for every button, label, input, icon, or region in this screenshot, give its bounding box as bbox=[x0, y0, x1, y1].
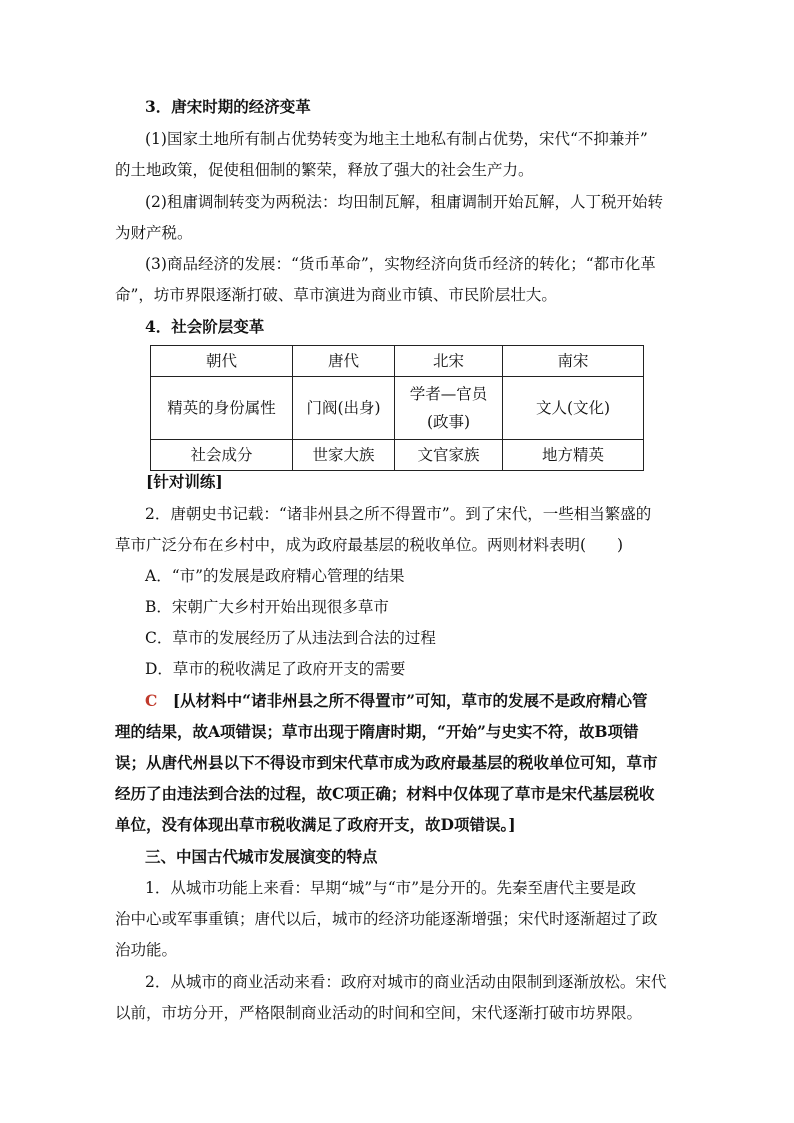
table-cell: 门阀(出身) bbox=[293, 377, 395, 440]
table-cell: 朝代 bbox=[151, 346, 293, 377]
answer-line2: 理的结果，故A项错误；草市出现于隋唐时期，“开始”与史实不符，故B项错 bbox=[115, 722, 639, 741]
answer-line4: 经历了由违法到合法的过程，故C项正确；材料中仅体现了草市是宋代基层税收 bbox=[115, 784, 655, 803]
table-cell: 北宋 bbox=[395, 346, 503, 377]
option-b: B．宋朝广大乡村开始出现很多草市 bbox=[145, 598, 389, 616]
training-label: [针对训练] bbox=[146, 472, 223, 491]
section3-p3-line1: (3)商品经济的发展：“货币革命”，实物经济向货币经济的转化；“都市化革 bbox=[145, 255, 656, 273]
table-cell: 文官家族 bbox=[395, 440, 503, 471]
table-cell bbox=[395, 377, 503, 440]
table-cell: 唐代 bbox=[293, 346, 395, 377]
table-cell-line2: (政事) bbox=[426, 413, 471, 431]
answer-line3: 误；从唐代州县以下不得设市到宋代草市成为政府最基层的税收单位可知，草市 bbox=[115, 753, 658, 772]
table-cell: 世家大族 bbox=[293, 440, 395, 471]
answer-text: [从材料中“诸非州县之所不得置市”可知，草市的发展不是政府精心管 bbox=[157, 691, 648, 710]
section3-p1-line1: (1)国家土地所有制占优势转变为地主土地私有制占优势，宋代“不抑兼并” bbox=[145, 130, 648, 148]
table-cell: 精英的身份属性 bbox=[151, 377, 293, 440]
section3-p2-line1: (2)租庸调制转变为两税法：均田制瓦解，租庸调制开始瓦解，人丁税开始转 bbox=[145, 193, 663, 211]
table-header-row bbox=[151, 346, 644, 377]
table-row bbox=[151, 377, 644, 440]
part3-p2-line1: 2．从城市的商业活动来看：政府对城市的商业活动由限制到逐渐放松。宋代 bbox=[145, 973, 667, 991]
part3-p2-line2: 以前，市坊分开，严格限制商业活动的时间和空间，宋代逐渐打破市坊界限。 bbox=[115, 1004, 643, 1022]
part3-p1-line3: 治功能。 bbox=[115, 941, 178, 959]
option-a: A．“市”的发展是政府精心管理的结果 bbox=[145, 567, 405, 585]
answer-letter: C bbox=[145, 691, 158, 710]
table-cell: 南宋 bbox=[503, 346, 644, 377]
section4-heading: 4．社会阶层变革 bbox=[145, 317, 265, 336]
section3-p3-line2: 命”，坊市界限逐渐打破、草市演进为商业市镇、市民阶层壮大。 bbox=[115, 286, 557, 304]
section3-p2-line2: 为财产税。 bbox=[115, 224, 193, 242]
part3-heading: 三、中国古代城市发展演变的特点 bbox=[145, 847, 378, 866]
table-row bbox=[151, 440, 644, 471]
social-class-table bbox=[150, 345, 644, 471]
option-c: C．草市的发展经历了从违法到合法的过程 bbox=[145, 629, 436, 647]
part3-p1-line1: 1．从城市功能上来看：早期“城”与“市”是分开的。先秦至唐代主要是政 bbox=[145, 879, 637, 897]
table-cell: 文人(文化) bbox=[503, 377, 644, 440]
answer-line1 bbox=[145, 691, 648, 711]
question-line2: 草市广泛分布在乡村中，成为政府最基层的税收单位。两则材料表明( ) bbox=[115, 536, 624, 554]
part3-p1-line2: 治中心或军事重镇；唐代以后，城市的经济功能逐渐增强；宋代时逐渐超过了政 bbox=[115, 910, 658, 928]
option-d: D．草市的税收满足了政府开支的需要 bbox=[145, 660, 406, 678]
table-cell: 地方精英 bbox=[503, 440, 644, 471]
question-line1: 2．唐朝史书记载：“诸非州县之所不得置市”。到了宋代，一些相当繁盛的 bbox=[145, 505, 652, 523]
table-cell-line1: 学者—官员 bbox=[409, 385, 488, 403]
table-cell: 社会成分 bbox=[151, 440, 293, 471]
section3-heading: 3．唐宋时期的经济变革 bbox=[145, 97, 311, 116]
answer-line5: 单位，没有体现出草市税收满足了政府开支，故D项错误。] bbox=[115, 815, 516, 834]
section3-p1-line2: 的土地政策，促使租佃制的繁荣，释放了强大的社会生产力。 bbox=[115, 161, 534, 179]
